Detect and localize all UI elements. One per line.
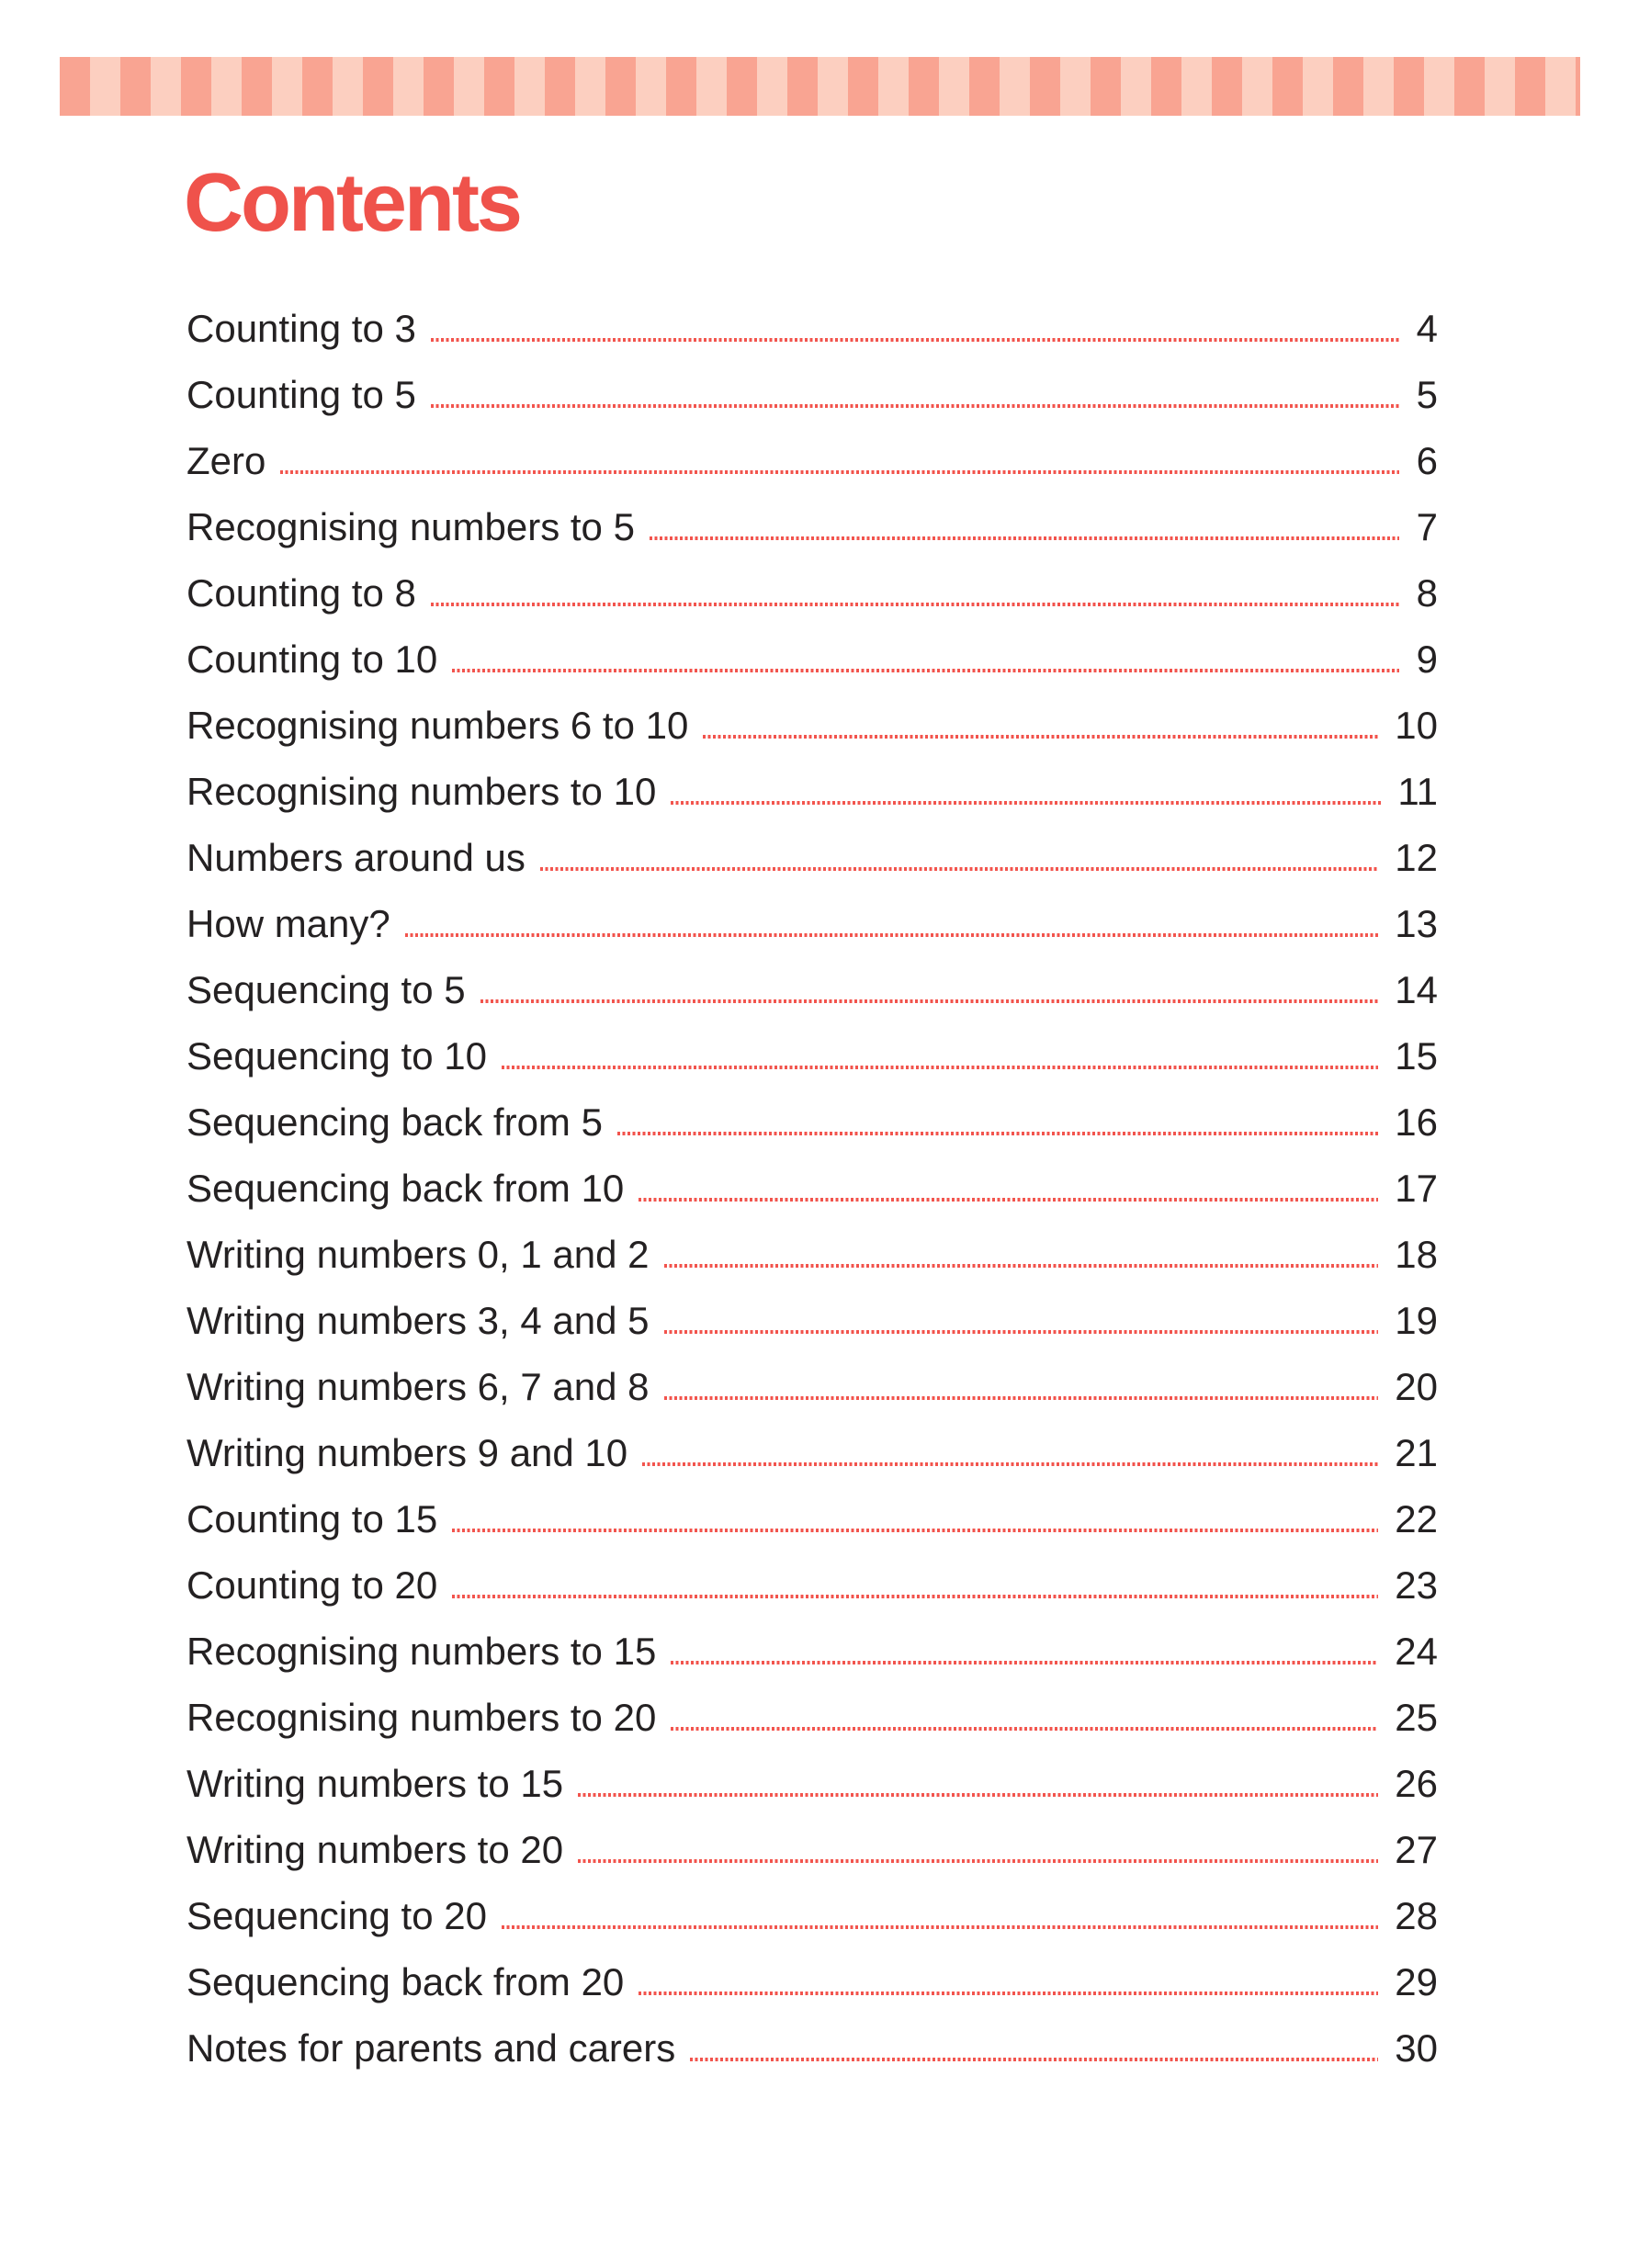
toc-row: [187, 1222, 1438, 1288]
dotted-leader: [431, 603, 1399, 606]
toc-row: [187, 560, 1438, 626]
dotted-leader: [578, 1793, 1378, 1797]
toc-row: [187, 693, 1438, 759]
toc-row: [187, 957, 1438, 1023]
dotted-leader: [639, 1198, 1378, 1202]
dotted-leader: [502, 1925, 1378, 1929]
striped-banner: [60, 57, 1580, 116]
toc-entry-title: Recognising numbers to 10: [187, 770, 657, 813]
toc-row: [187, 1751, 1438, 1817]
toc-entry-title: Counting to 10: [187, 638, 438, 681]
dotted-leader: [671, 1661, 1378, 1664]
toc-page-number: 11: [1397, 770, 1438, 813]
toc-page-number: 6: [1416, 439, 1438, 482]
dotted-leader: [431, 338, 1399, 342]
toc-row: [187, 1552, 1438, 1619]
page-title: Contents: [184, 157, 520, 249]
toc-row: [187, 626, 1438, 693]
toc-page-number: 22: [1395, 1497, 1438, 1540]
toc-row: [187, 1619, 1438, 1685]
toc-page-number: 18: [1395, 1233, 1438, 1276]
toc-page-number: 17: [1395, 1167, 1438, 1210]
toc-page-number: 20: [1395, 1365, 1438, 1408]
dotted-leader: [452, 669, 1399, 672]
toc-page-number: 12: [1395, 836, 1438, 879]
toc-entry-title: Recognising numbers to 15: [187, 1630, 657, 1673]
toc-entry-title: Counting to 3: [187, 307, 416, 350]
toc-row: [187, 2015, 1438, 2082]
toc-page-number: 15: [1395, 1034, 1438, 1078]
toc-page-number: 5: [1416, 373, 1438, 416]
toc-entry-title: Recognising numbers 6 to 10: [187, 704, 689, 747]
toc-row: [187, 1883, 1438, 1949]
toc-page-number: 24: [1395, 1630, 1438, 1673]
dotted-leader: [642, 1462, 1378, 1466]
toc-page-number: 26: [1395, 1762, 1438, 1805]
dotted-leader: [280, 470, 1399, 474]
dotted-leader: [578, 1859, 1378, 1863]
toc-page-number: 8: [1416, 571, 1438, 615]
toc-row: [187, 362, 1438, 428]
toc-entry-title: Sequencing back from 5: [187, 1100, 603, 1144]
dotted-leader: [452, 1529, 1378, 1532]
dotted-leader: [664, 1396, 1379, 1400]
dotted-leader: [502, 1066, 1378, 1069]
toc-page-number: 7: [1416, 505, 1438, 548]
toc-entry-title: Counting to 5: [187, 373, 416, 416]
toc-entry-title: Writing numbers to 15: [187, 1762, 564, 1805]
toc-page-number: 9: [1416, 638, 1438, 681]
toc-row: [187, 759, 1438, 825]
toc-row: [187, 1023, 1438, 1089]
toc-page-number: 23: [1395, 1563, 1438, 1607]
toc-entry-title: Notes for parents and carers: [187, 2026, 676, 2070]
toc-page-number: 25: [1395, 1696, 1438, 1739]
toc-entry-title: Recognising numbers to 20: [187, 1696, 657, 1739]
dotted-leader: [664, 1330, 1379, 1334]
toc-row: [187, 891, 1438, 957]
toc-entry-title: Writing numbers 9 and 10: [187, 1431, 628, 1474]
toc-row: [187, 1685, 1438, 1751]
toc-page-number: 21: [1395, 1431, 1438, 1474]
toc-entry-title: Writing numbers 3, 4 and 5: [187, 1299, 650, 1342]
dotted-leader: [452, 1595, 1378, 1598]
dotted-leader: [431, 404, 1399, 408]
toc-entry-title: Sequencing back from 20: [187, 1960, 625, 2003]
dotted-leader: [480, 999, 1379, 1003]
toc-entry-title: Numbers around us: [187, 836, 526, 879]
toc-row: [187, 1288, 1438, 1354]
dotted-leader: [671, 1727, 1378, 1731]
toc-entry-title: Counting to 8: [187, 571, 416, 615]
toc-entry-title: Sequencing to 10: [187, 1034, 487, 1078]
dotted-leader: [664, 1264, 1379, 1268]
toc-page-number: 30: [1395, 2026, 1438, 2070]
dotted-leader: [690, 2058, 1378, 2061]
dotted-leader: [703, 735, 1378, 739]
toc-page-number: 4: [1416, 307, 1438, 350]
toc-page-number: 16: [1395, 1100, 1438, 1144]
toc-page-number: 27: [1395, 1828, 1438, 1871]
toc-entry-title: Recognising numbers to 5: [187, 505, 635, 548]
toc-entry-title: Writing numbers 6, 7 and 8: [187, 1365, 650, 1408]
toc-row: [187, 296, 1438, 362]
toc-entry-title: How many?: [187, 902, 390, 945]
toc-entry-title: Zero: [187, 439, 266, 482]
dotted-leader: [650, 536, 1399, 540]
toc-row: [187, 1420, 1438, 1486]
toc-row: [187, 1156, 1438, 1222]
toc-entry-title: Sequencing to 5: [187, 968, 466, 1011]
toc-page-number: 10: [1395, 704, 1438, 747]
toc-entry-title: Sequencing to 20: [187, 1894, 487, 1937]
toc-page-number: 19: [1395, 1299, 1438, 1342]
toc-row: [187, 1949, 1438, 2015]
table-of-contents: [187, 296, 1438, 2082]
toc-page-number: 14: [1395, 968, 1438, 1011]
dotted-leader: [617, 1132, 1378, 1135]
toc-entry-title: Counting to 15: [187, 1497, 438, 1540]
toc-page-number: 29: [1395, 1960, 1438, 2003]
dotted-leader: [405, 933, 1379, 937]
toc-entry-title: Counting to 20: [187, 1563, 438, 1607]
toc-row: [187, 494, 1438, 560]
toc-row: [187, 1089, 1438, 1156]
toc-entry-title: Sequencing back from 10: [187, 1167, 625, 1210]
toc-row: [187, 1354, 1438, 1420]
toc-row: [187, 1486, 1438, 1552]
toc-entry-title: Writing numbers to 20: [187, 1828, 564, 1871]
dotted-leader: [671, 801, 1381, 805]
toc-row: [187, 1817, 1438, 1883]
toc-page-number: 28: [1395, 1894, 1438, 1937]
dotted-leader: [639, 1992, 1378, 1995]
toc-row: [187, 825, 1438, 891]
toc-page-number: 13: [1395, 902, 1438, 945]
toc-row: [187, 428, 1438, 494]
toc-entry-title: Writing numbers 0, 1 and 2: [187, 1233, 650, 1276]
dotted-leader: [540, 867, 1378, 871]
